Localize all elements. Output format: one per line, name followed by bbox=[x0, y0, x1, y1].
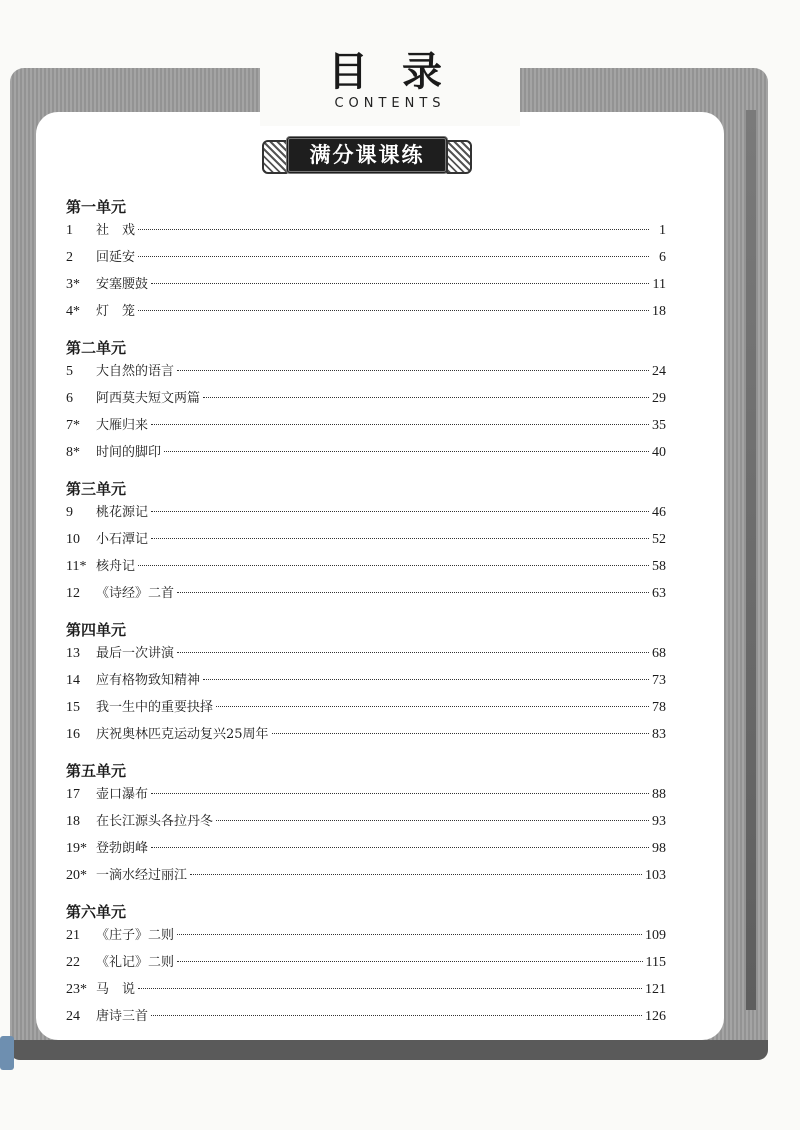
entry-number: 19* bbox=[66, 841, 87, 856]
toc-entry[interactable] bbox=[66, 244, 666, 271]
entry-number: 14 bbox=[66, 673, 80, 688]
entry-page-number: 35 bbox=[652, 418, 666, 433]
dot-leader bbox=[164, 451, 649, 452]
entry-number: 3* bbox=[66, 277, 80, 292]
entry-page-number: 63 bbox=[652, 586, 666, 601]
entry-title: 唐诗三首 bbox=[96, 1009, 149, 1024]
entry-number: 23* bbox=[66, 982, 87, 997]
entry-number: 15 bbox=[66, 700, 80, 715]
toc-entry[interactable] bbox=[66, 553, 666, 580]
toc-entry[interactable] bbox=[66, 499, 666, 526]
toc-entry[interactable] bbox=[66, 721, 666, 748]
toc-entry[interactable] bbox=[66, 580, 666, 607]
entry-title: 应有格物致知精神 bbox=[96, 673, 201, 688]
entry-title: 最后一次讲演 bbox=[96, 646, 175, 661]
toc-entry[interactable] bbox=[66, 385, 666, 412]
section-banner-block bbox=[262, 132, 472, 180]
entry-number: 17 bbox=[66, 787, 80, 802]
page-subtitle: CONTENTS bbox=[334, 96, 446, 111]
entry-number: 20* bbox=[66, 868, 87, 883]
toc-entry[interactable] bbox=[66, 835, 666, 862]
entry-page-number: 98 bbox=[652, 841, 666, 856]
entry-title: 《礼记》二则 bbox=[96, 955, 175, 970]
entry-title: 我一生中的重要抉择 bbox=[96, 700, 214, 715]
entry-number: 18 bbox=[66, 814, 80, 829]
entry-title: 时间的脚印 bbox=[96, 445, 162, 460]
toc-entry[interactable] bbox=[66, 412, 666, 439]
entry-title: 在长江源头各拉丹冬 bbox=[96, 814, 214, 829]
entry-number: 13 bbox=[66, 646, 80, 661]
toc-entry[interactable] bbox=[66, 439, 666, 466]
dot-leader bbox=[151, 847, 649, 848]
toc-entry[interactable] bbox=[66, 667, 666, 694]
entry-title: 桃花源记 bbox=[96, 505, 149, 520]
toc-entry[interactable] bbox=[66, 640, 666, 667]
dot-leader bbox=[177, 934, 642, 935]
ornament-left-icon bbox=[262, 140, 288, 174]
entry-title: 大自然的语言 bbox=[96, 364, 175, 379]
toc-entry[interactable] bbox=[66, 358, 666, 385]
dot-leader bbox=[138, 988, 642, 989]
entry-title: 庆祝奥林匹克运动复兴25周年 bbox=[96, 727, 269, 742]
entry-title: 核舟记 bbox=[96, 559, 136, 574]
entry-number: 16 bbox=[66, 727, 80, 742]
entry-number: 2 bbox=[66, 250, 73, 265]
dot-leader bbox=[177, 370, 649, 371]
entry-number: 21 bbox=[66, 928, 80, 943]
dot-leader bbox=[151, 538, 649, 539]
dot-leader bbox=[151, 424, 649, 425]
toc-entry[interactable] bbox=[66, 781, 666, 808]
entry-page-number: 115 bbox=[645, 955, 666, 970]
ornament-right-icon bbox=[446, 140, 472, 174]
entry-title: 阿西莫夫短文两篇 bbox=[96, 391, 201, 406]
entry-page-number: 18 bbox=[652, 304, 666, 319]
frame-shadow bbox=[10, 1040, 768, 1060]
entry-number: 4* bbox=[66, 304, 80, 319]
entry-number: 7* bbox=[66, 418, 80, 433]
entry-title: 大雁归来 bbox=[96, 418, 149, 433]
page-title: 目 录 bbox=[328, 49, 452, 95]
entry-page-number: 103 bbox=[645, 868, 666, 883]
entry-page-number: 29 bbox=[652, 391, 666, 406]
entry-title: 壶口瀑布 bbox=[96, 787, 149, 802]
entry-title: 《诗经》二首 bbox=[96, 586, 175, 601]
dot-leader bbox=[138, 565, 649, 566]
entry-number: 22 bbox=[66, 955, 80, 970]
toc-entry[interactable] bbox=[66, 949, 666, 976]
toc-entry[interactable] bbox=[66, 976, 666, 1003]
table-of-contents bbox=[66, 184, 666, 1030]
entry-page-number: 83 bbox=[652, 727, 666, 742]
unit-heading: 第二单元 bbox=[66, 339, 127, 357]
section-banner: 满分课课练 bbox=[286, 136, 448, 174]
unit-heading: 第一单元 bbox=[66, 198, 127, 216]
entry-number: 1 bbox=[66, 223, 73, 238]
entry-page-number: 126 bbox=[645, 1009, 666, 1024]
entry-page-number: 24 bbox=[652, 364, 666, 379]
entry-page-number: 88 bbox=[652, 787, 666, 802]
entry-title: 小石潭记 bbox=[96, 532, 149, 547]
entry-number: 24 bbox=[66, 1009, 80, 1024]
toc-entry[interactable] bbox=[66, 694, 666, 721]
entry-title: 马 说 bbox=[96, 982, 136, 997]
entry-title: 回延安 bbox=[96, 250, 136, 265]
toc-entry[interactable] bbox=[66, 298, 666, 325]
entry-page-number: 121 bbox=[645, 982, 666, 997]
toc-entry[interactable] bbox=[66, 271, 666, 298]
dot-leader bbox=[138, 229, 649, 230]
dot-leader bbox=[138, 256, 649, 257]
entry-title: 登勃朗峰 bbox=[96, 841, 149, 856]
entry-page-number: 73 bbox=[652, 673, 666, 688]
entry-number: 11* bbox=[66, 559, 87, 574]
page-edge-accent bbox=[0, 1036, 14, 1070]
dot-leader bbox=[138, 310, 649, 311]
entry-page-number: 109 bbox=[645, 928, 666, 943]
dot-leader bbox=[177, 592, 649, 593]
dot-leader bbox=[151, 511, 649, 512]
entry-number: 6 bbox=[66, 391, 73, 406]
entry-page-number: 11 bbox=[652, 277, 666, 292]
dot-leader bbox=[272, 733, 649, 734]
entry-title: 灯 笼 bbox=[96, 304, 136, 319]
unit-heading: 第五单元 bbox=[66, 762, 127, 780]
unit-heading: 第三单元 bbox=[66, 480, 127, 498]
entry-number: 5 bbox=[66, 364, 73, 379]
entry-page-number: 40 bbox=[652, 445, 666, 460]
entry-page-number: 6 bbox=[659, 250, 666, 265]
entry-page-number: 1 bbox=[659, 223, 666, 238]
dot-leader bbox=[190, 874, 642, 875]
entry-title: 一滴水经过丽江 bbox=[96, 868, 188, 883]
dot-leader bbox=[177, 652, 649, 653]
entry-title: 安塞腰鼓 bbox=[96, 277, 149, 292]
dot-leader bbox=[216, 706, 649, 707]
dot-leader bbox=[216, 820, 649, 821]
entry-page-number: 46 bbox=[652, 505, 666, 520]
entry-title: 社 戏 bbox=[96, 223, 136, 238]
entry-page-number: 68 bbox=[652, 646, 666, 661]
entry-number: 9 bbox=[66, 505, 73, 520]
toc-entry[interactable] bbox=[66, 808, 666, 835]
entry-page-number: 58 bbox=[652, 559, 666, 574]
entry-page-number: 93 bbox=[652, 814, 666, 829]
toc-entry[interactable] bbox=[66, 862, 666, 889]
dot-leader bbox=[203, 397, 649, 398]
dot-leader bbox=[151, 283, 649, 284]
toc-entry[interactable] bbox=[66, 922, 666, 949]
unit-heading: 第四单元 bbox=[66, 621, 127, 639]
toc-entry[interactable] bbox=[66, 1003, 666, 1030]
dot-leader bbox=[151, 1015, 642, 1016]
entry-number: 12 bbox=[66, 586, 80, 601]
entry-number: 10 bbox=[66, 532, 80, 547]
dot-leader bbox=[177, 961, 643, 962]
dot-leader bbox=[203, 679, 649, 680]
entry-title: 《庄子》二则 bbox=[96, 928, 175, 943]
entry-page-number: 78 bbox=[652, 700, 666, 715]
entry-page-number: 52 bbox=[652, 532, 666, 547]
dot-leader bbox=[151, 793, 649, 794]
unit-heading: 第六单元 bbox=[66, 903, 127, 921]
title-block bbox=[260, 46, 520, 126]
frame-edge bbox=[746, 110, 756, 1010]
entry-number: 8* bbox=[66, 445, 80, 460]
toc-entry[interactable] bbox=[66, 217, 666, 244]
toc-entry[interactable] bbox=[66, 526, 666, 553]
